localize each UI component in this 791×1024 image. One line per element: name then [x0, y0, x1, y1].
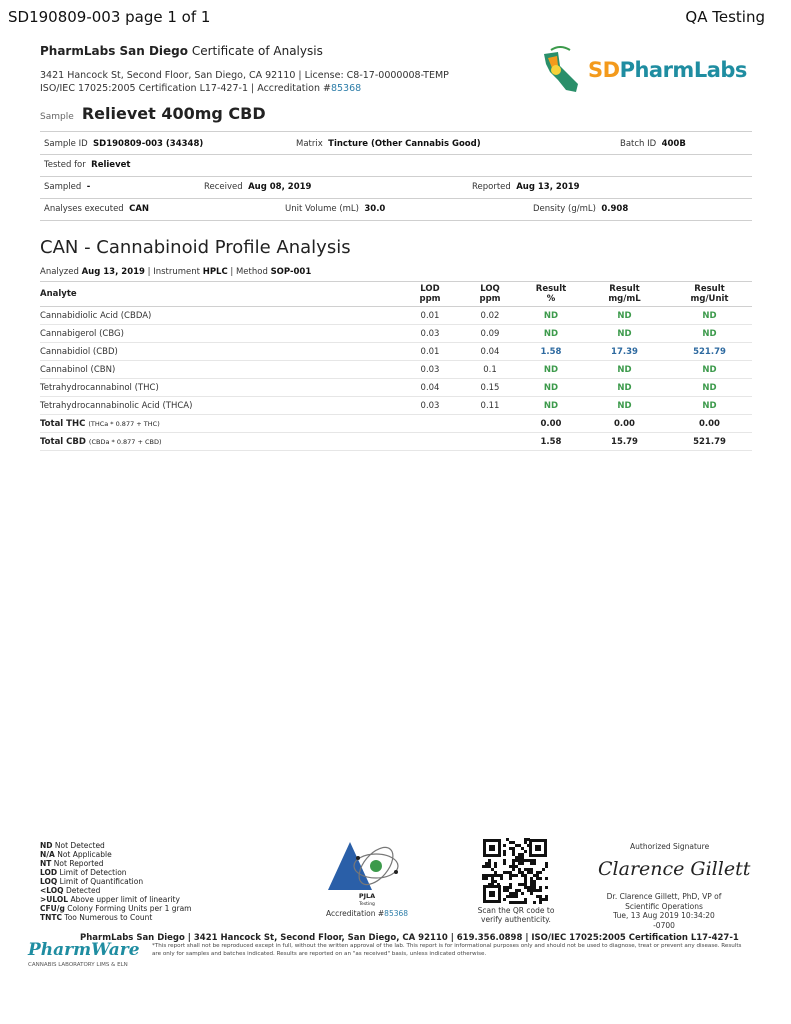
signatory-info [604, 892, 724, 930]
table-row [40, 361, 752, 379]
batch-id [620, 139, 686, 149]
sample-name: Relievet 400mg CBD [81, 104, 266, 123]
divider [40, 176, 752, 177]
analyte-name: Cannabidiol (CBD) [40, 343, 400, 361]
matrix-value: Tincture (Other Cannabis Good) [328, 139, 481, 149]
matrix [296, 139, 481, 149]
reported-value: Aug 13, 2019 [516, 182, 580, 192]
legend-abbr: NT [40, 859, 52, 868]
instrument-label: | Instrument [147, 267, 200, 277]
col-result-mgml-label: Result [609, 284, 640, 294]
pjla-logo-sub: Testing [359, 902, 375, 907]
lab-title [40, 44, 323, 58]
empty-cell [400, 433, 460, 451]
loq-value: 0.15 [460, 379, 520, 397]
lod-value: 0.03 [400, 361, 460, 379]
legend-item [40, 913, 191, 922]
total-cbd-label: Total CBD [40, 436, 86, 447]
lod-value: 0.01 [400, 343, 460, 361]
california-map-icon [538, 46, 588, 96]
page-id-header: SD190809-003 page 1 of 1 [8, 8, 211, 26]
empty-cell [400, 415, 460, 433]
sample-id-label: Sample ID [44, 139, 88, 149]
lab-address-block [40, 69, 449, 95]
legend-abbr: N/A [40, 850, 55, 859]
lod-value: 0.03 [400, 325, 460, 343]
reported-label: Reported [472, 182, 511, 192]
signature-script: Clarence Gillett [598, 858, 751, 880]
signatory-name: Dr. Clarence Gillett, PhD, VP of [606, 892, 722, 901]
result-mgunit: ND [667, 379, 752, 397]
result-pct: ND [520, 325, 582, 343]
analyte-name: Tetrahydrocannabinol (THC) [40, 379, 400, 397]
analyzed-date: Aug 13, 2019 [81, 267, 145, 277]
result-mgml: ND [582, 379, 667, 397]
pjla-acc-number: 85368 [384, 909, 409, 918]
legend-text: Not Applicable [57, 850, 112, 859]
legend-text: Colony Forming Units per 1 gram [67, 904, 192, 913]
qr-caption-line: Scan the QR code to [477, 906, 555, 915]
pharmware-logo [28, 940, 140, 970]
result-mgml: 17.39 [582, 343, 667, 361]
sampled [44, 182, 90, 192]
total-mgml: 15.79 [582, 433, 667, 451]
legend-abbr: >ULOL [40, 895, 69, 904]
result-mgunit: ND [667, 361, 752, 379]
legend-text: Detected [65, 886, 101, 895]
col-result-pct [520, 282, 582, 307]
tested-for-label: Tested for [44, 160, 86, 170]
sampled-label: Sampled [44, 182, 82, 192]
legend-text: Limit of Quantification [59, 877, 144, 886]
result-pct: ND [520, 307, 582, 325]
sample-title-row [40, 104, 266, 123]
result-mgml: ND [582, 361, 667, 379]
tested-for [44, 160, 130, 170]
result-mgunit: ND [667, 397, 752, 415]
result-mgml: ND [582, 307, 667, 325]
pjla-acc-label: Accreditation # [325, 909, 385, 918]
qa-testing-header: QA Testing [685, 8, 765, 26]
table-header-row [40, 282, 752, 307]
result-pct: 1.58 [520, 343, 582, 361]
empty-cell [460, 433, 520, 451]
loq-value: 0.1 [460, 361, 520, 379]
legend-abbr: ND [40, 841, 53, 850]
divider [40, 131, 752, 132]
legend-abbr: LOD [40, 868, 58, 877]
table-row [40, 379, 752, 397]
loq-value: 0.04 [460, 343, 520, 361]
sample-id [44, 139, 203, 149]
total-row [40, 415, 752, 433]
table-row [40, 343, 752, 361]
legend-item [40, 850, 191, 859]
legend-item [40, 868, 191, 877]
unit-volume [285, 204, 385, 214]
sample-id-value: SD190809-003 (34348) [93, 139, 204, 149]
empty-cell [460, 415, 520, 433]
legend-item [40, 904, 191, 913]
col-loq-unit: ppm [479, 294, 501, 304]
pjla-logo-icon [322, 838, 412, 908]
col-result-mgml [582, 282, 667, 307]
col-result-mgunit [667, 282, 752, 307]
logo-pharmlabs: PharmLabs [619, 58, 747, 82]
col-result-mgunit-unit: mg/Unit [690, 294, 729, 304]
sampled-value: - [86, 182, 91, 192]
legend-item [40, 895, 191, 904]
density-value: 0.908 [601, 204, 629, 214]
col-lod-label: LOD [420, 284, 440, 294]
legend-text: Not Detected [54, 841, 105, 850]
total-cbd-formula: (CBDa * 0.877 + CBD) [88, 437, 162, 446]
lab-accreditation-label: Accreditation # [257, 83, 331, 94]
method-value: SOP-001 [270, 267, 312, 277]
analysis-title: CAN - Cannabinoid Profile Analysis [40, 237, 351, 258]
signatory-title: Scientific Operations [625, 901, 703, 911]
legend-abbr: <LOQ [40, 886, 64, 895]
total-row [40, 433, 752, 451]
legend-text: Above upper limit of linearity [70, 895, 180, 904]
sdpharmlabs-logo [538, 46, 753, 96]
pharmware-wordmark: PharmWare [28, 940, 140, 960]
qr-caption [470, 906, 562, 924]
analyzed-label: Analyzed [40, 267, 79, 277]
method-label: | Method [230, 267, 268, 277]
footer-disclaimer: *This report shall not be reproduced except in full, without the written approval of the lab. This report is for informational purposes only and should not be used to diagnose, treat or prevent any disease. Results are only for samples and batches indicated. Results are reported on an "as received" basis, unless indicated otherwise. [152, 943, 742, 957]
legend-item [40, 886, 191, 895]
cannabinoid-table [40, 281, 752, 451]
pjla-logo-text: PJLA [358, 892, 376, 900]
legend-text: Too Numerous to Count [64, 913, 153, 922]
density-label: Density (g/mL) [533, 204, 596, 214]
legend-item [40, 841, 191, 850]
lod-value: 0.04 [400, 379, 460, 397]
pjla-accreditation-text [322, 909, 412, 918]
legend-abbr: TNTC [40, 913, 63, 922]
col-loq [460, 282, 520, 307]
result-mgunit: ND [667, 325, 752, 343]
result-pct: ND [520, 397, 582, 415]
received-label: Received [204, 182, 243, 192]
legend-text: Not Reported [53, 859, 104, 868]
density [533, 204, 628, 214]
unit-volume-value: 30.0 [364, 204, 386, 214]
total-name [40, 415, 400, 433]
unit-volume-label: Unit Volume (mL) [285, 204, 359, 214]
analyte-name: Tetrahydrocannabinolic Acid (THCA) [40, 397, 400, 415]
col-result-pct-label: Result [535, 284, 567, 294]
col-analyte: Analyte [40, 282, 400, 307]
batch-value: 400B [661, 139, 686, 149]
lab-cert: ISO/IEC 17025:2005 Certification L17-427-1 | [40, 83, 255, 94]
received-value: Aug 08, 2019 [248, 182, 312, 192]
total-thc-formula: (THCa * 0.877 + THC) [88, 419, 160, 428]
logo-wordmark [588, 58, 747, 82]
total-mgunit: 0.00 [667, 415, 752, 433]
result-pct: ND [520, 379, 582, 397]
col-loq-label: LOQ [480, 284, 500, 294]
legend-abbr: LOQ [40, 877, 58, 886]
analyte-name: Cannabigerol (CBG) [40, 325, 400, 343]
received [204, 182, 311, 192]
total-name [40, 433, 400, 451]
pjla-accreditation [322, 838, 412, 922]
analyses-executed [44, 204, 149, 214]
footer-main: PharmLabs San Diego | 3421 Hancock St, Second Floor, San Diego, CA 92110 | 619.356.0898 | ISO/IEC 17025:2005 Certification L17-427-1 [80, 933, 739, 943]
table-row [40, 397, 752, 415]
col-result-mgml-unit: mg/mL [608, 294, 641, 304]
total-mgunit: 521.79 [667, 433, 752, 451]
lod-value: 0.01 [400, 307, 460, 325]
instrument-value: HPLC [202, 267, 228, 277]
qr-caption-line: verify authenticity. [481, 915, 551, 924]
legend-item [40, 859, 191, 868]
lab-name: PharmLabs San Diego [40, 44, 189, 58]
lab-accreditation-number: 85368 [330, 83, 362, 94]
col-result-pct-unit: % [546, 294, 556, 304]
total-mgml: 0.00 [582, 415, 667, 433]
analyte-name: Cannabidiolic Acid (CBDA) [40, 307, 400, 325]
doc-type: Certificate of Analysis [191, 44, 323, 58]
qr-code-icon[interactable] [482, 838, 548, 904]
legend-item [40, 877, 191, 886]
legend-text: Limit of Detection [59, 868, 127, 877]
lab-address: 3421 Hancock St, Second Floor, San Diego, CA 92110 | [40, 70, 302, 81]
analyses-label: Analyses executed [44, 204, 124, 214]
result-pct: ND [520, 361, 582, 379]
divider [40, 154, 752, 155]
signature-date: Tue, 13 Aug 2019 10:34:20 -0700 [613, 911, 715, 930]
batch-label: Batch ID [620, 139, 657, 149]
col-result-mgunit-label: Result [694, 284, 725, 294]
lab-license: License: C8-17-0000008-TEMP [304, 70, 449, 81]
total-thc-label: Total THC [40, 418, 86, 429]
table-row [40, 325, 752, 343]
signature-label: Authorized Signature [630, 842, 710, 851]
result-mgml: ND [582, 325, 667, 343]
loq-value: 0.09 [460, 325, 520, 343]
legend-abbr: CFU/g [40, 904, 65, 913]
abbreviation-legend [40, 841, 191, 922]
col-lod [400, 282, 460, 307]
logo-sd: SD [588, 58, 620, 82]
table-row [40, 307, 752, 325]
loq-value: 0.02 [460, 307, 520, 325]
lod-value: 0.03 [400, 397, 460, 415]
col-lod-unit: ppm [419, 294, 441, 304]
divider [40, 198, 752, 199]
analyte-name: Cannabinol (CBN) [40, 361, 400, 379]
matrix-label: Matrix [296, 139, 323, 149]
result-mgml: ND [582, 397, 667, 415]
reported [472, 182, 580, 192]
total-pct: 1.58 [520, 433, 582, 451]
sample-label: Sample [40, 112, 74, 122]
total-pct: 0.00 [520, 415, 582, 433]
divider [40, 220, 752, 221]
analyses-value: CAN [129, 204, 150, 214]
tested-for-value: Relievet [91, 160, 131, 170]
analysis-meta [40, 267, 311, 277]
pharmware-tagline: CANNABIS LABORATORY LIMS & ELN [28, 962, 128, 968]
loq-value: 0.11 [460, 397, 520, 415]
result-mgunit: ND [667, 307, 752, 325]
result-mgunit: 521.79 [667, 343, 752, 361]
